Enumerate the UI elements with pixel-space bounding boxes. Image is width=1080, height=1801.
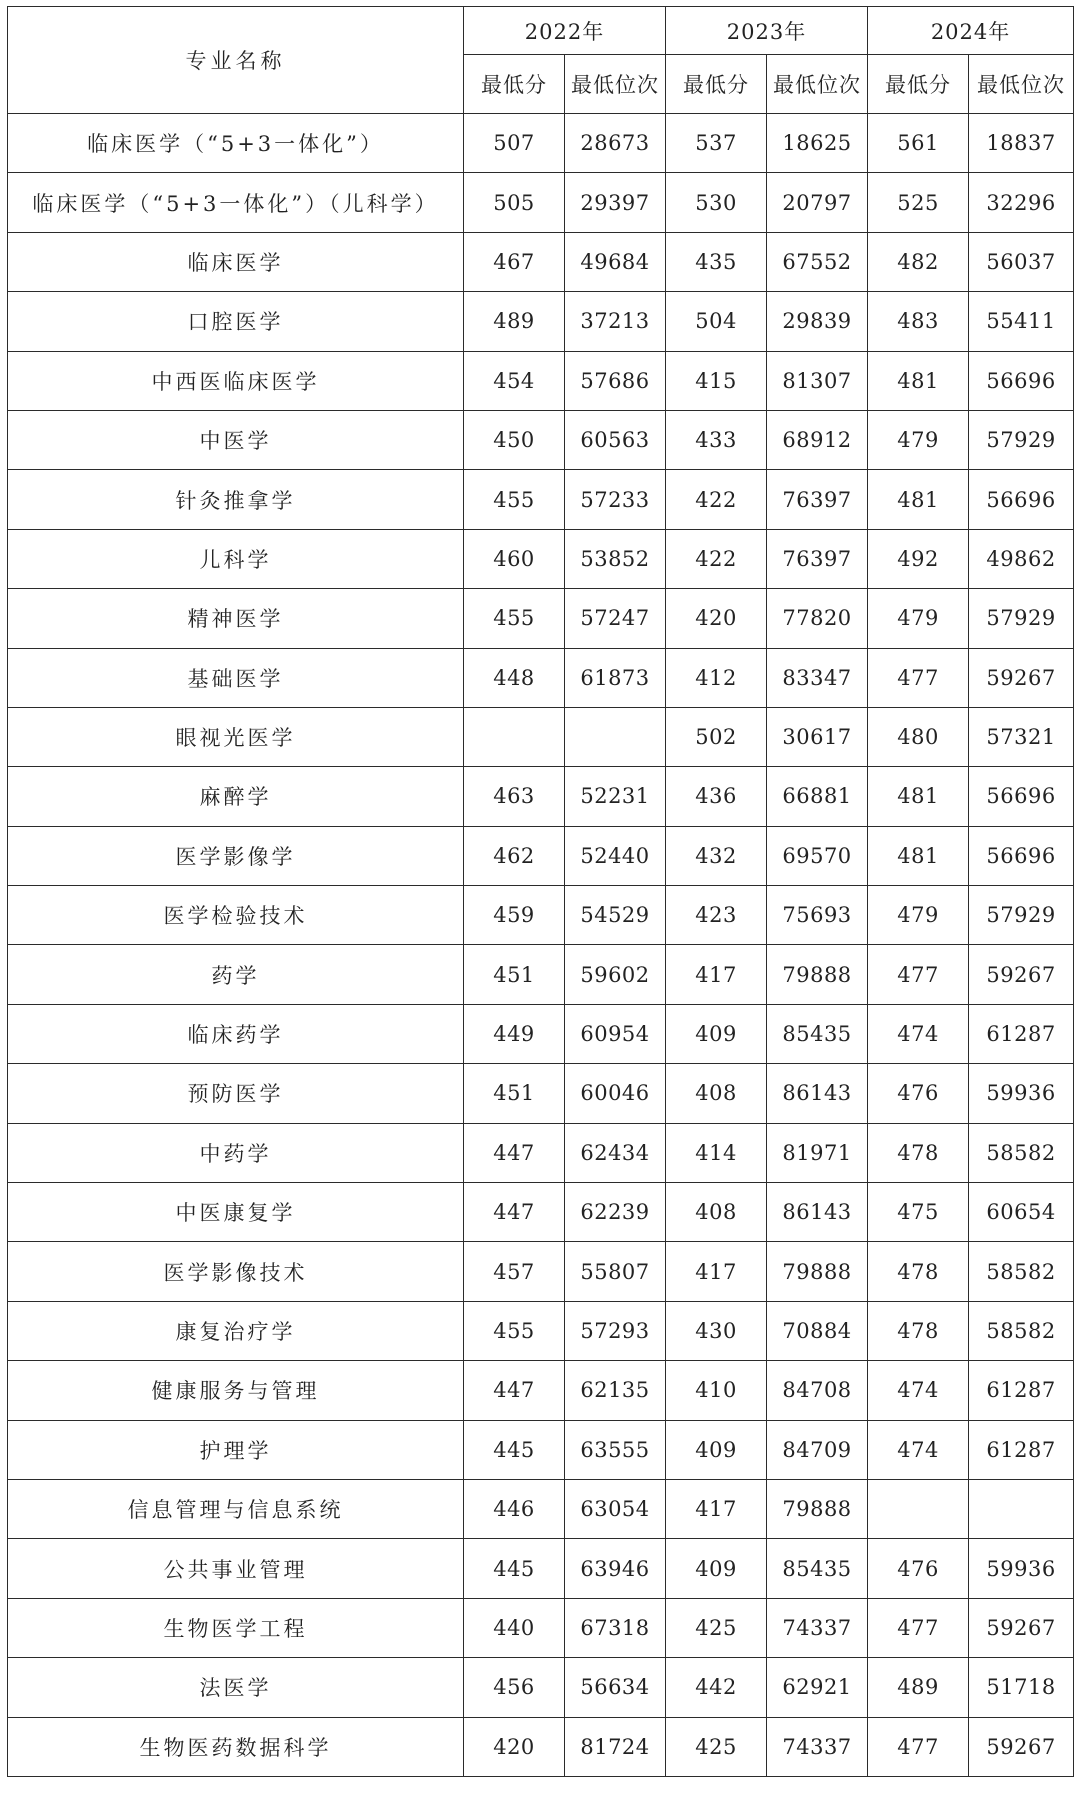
min-score-2022-cell: 450 (464, 410, 565, 469)
min-rank-2024-cell: 59267 (969, 1717, 1074, 1776)
min-score-2023-cell: 408 (666, 1183, 767, 1242)
min-rank-header: 最低位次 (969, 55, 1074, 114)
min-score-2023-cell: 537 (666, 114, 767, 173)
table-row (8, 1064, 1074, 1123)
table-row (8, 826, 1074, 885)
min-score-2024-cell: 477 (868, 1598, 969, 1657)
min-score-2022-cell: 463 (464, 767, 565, 826)
min-score-2023-cell: 409 (666, 1004, 767, 1063)
major-name-cell: 预防医学 (8, 1064, 464, 1123)
min-rank-2023-cell: 20797 (767, 173, 868, 232)
table-row (8, 1420, 1074, 1479)
min-rank-2023-cell: 30617 (767, 707, 868, 766)
major-name-cell: 基础医学 (8, 648, 464, 707)
min-score-2023-cell: 430 (666, 1301, 767, 1360)
major-name-cell: 中医学 (8, 410, 464, 469)
min-rank-2022-cell: 60046 (565, 1064, 666, 1123)
year-2023-header: 2023年 (666, 7, 868, 55)
min-rank-2024-cell: 59267 (969, 648, 1074, 707)
min-rank-2022-cell: 28673 (565, 114, 666, 173)
major-name-cell: 眼视光医学 (8, 707, 464, 766)
min-rank-2023-cell: 76397 (767, 529, 868, 588)
major-name-cell: 麻醉学 (8, 767, 464, 826)
table-row (8, 410, 1074, 469)
min-score-2022-cell: 455 (464, 589, 565, 648)
major-name-cell: 口腔医学 (8, 292, 464, 351)
table-row (8, 1658, 1074, 1717)
min-rank-2023-cell: 77820 (767, 589, 868, 648)
min-rank-2022-cell: 63946 (565, 1539, 666, 1598)
min-score-2024-cell: 482 (868, 232, 969, 291)
min-score-2024-cell: 492 (868, 529, 969, 588)
major-name-cell: 临床医学（“5+3一体化”）（儿科学） (8, 173, 464, 232)
major-name-cell: 药学 (8, 945, 464, 1004)
year-2024-header: 2024年 (868, 7, 1074, 55)
min-rank-2024-cell: 56696 (969, 767, 1074, 826)
min-score-2023-cell: 530 (666, 173, 767, 232)
min-score-2024-cell: 478 (868, 1123, 969, 1182)
min-rank-2023-cell: 85435 (767, 1004, 868, 1063)
min-rank-2022-cell: 59602 (565, 945, 666, 1004)
min-rank-header: 最低位次 (767, 55, 868, 114)
table-row (8, 767, 1074, 826)
min-score-2024-cell: 477 (868, 945, 969, 1004)
min-rank-2022-cell: 53852 (565, 529, 666, 588)
min-rank-2024-cell: 61287 (969, 1361, 1074, 1420)
min-score-2022-cell: 489 (464, 292, 565, 351)
min-rank-2024-cell: 56037 (969, 232, 1074, 291)
min-score-2022-cell: 445 (464, 1420, 565, 1479)
min-score-2022-cell: 460 (464, 529, 565, 588)
min-score-header: 最低分 (464, 55, 565, 114)
min-rank-2024-cell: 57929 (969, 886, 1074, 945)
min-rank-2024-cell: 60654 (969, 1183, 1074, 1242)
table-row (8, 1004, 1074, 1063)
min-score-2024-cell: 479 (868, 886, 969, 945)
min-score-2024-cell: 489 (868, 1658, 969, 1717)
min-rank-2024-cell: 61287 (969, 1420, 1074, 1479)
min-rank-2022-cell: 52231 (565, 767, 666, 826)
major-name-cell: 生物医药数据科学 (8, 1717, 464, 1776)
min-rank-2024-cell: 32296 (969, 173, 1074, 232)
major-name-cell: 康复治疗学 (8, 1301, 464, 1360)
min-score-2023-cell: 422 (666, 470, 767, 529)
min-score-2022-cell: 457 (464, 1242, 565, 1301)
score-table (7, 6, 1074, 1777)
min-score-2022-cell: 451 (464, 945, 565, 1004)
min-score-2024-cell (868, 1479, 969, 1538)
min-rank-2023-cell: 66881 (767, 767, 868, 826)
min-score-2024-cell: 477 (868, 648, 969, 707)
table-row (8, 886, 1074, 945)
min-rank-2023-cell: 81307 (767, 351, 868, 410)
table-row (8, 1123, 1074, 1182)
min-rank-2024-cell (969, 1479, 1074, 1538)
min-score-2022-cell: 505 (464, 173, 565, 232)
min-score-2023-cell: 435 (666, 232, 767, 291)
min-score-2022-cell: 462 (464, 826, 565, 885)
min-rank-2024-cell: 57929 (969, 410, 1074, 469)
min-score-2023-cell: 442 (666, 1658, 767, 1717)
min-rank-2023-cell: 62921 (767, 1658, 868, 1717)
min-rank-2022-cell: 67318 (565, 1598, 666, 1657)
min-rank-2024-cell: 56696 (969, 826, 1074, 885)
table-row (8, 589, 1074, 648)
min-score-2023-cell: 422 (666, 529, 767, 588)
table-row (8, 114, 1074, 173)
min-score-2024-cell: 477 (868, 1717, 969, 1776)
min-score-2024-cell: 481 (868, 351, 969, 410)
min-score-2023-cell: 432 (666, 826, 767, 885)
min-rank-2023-cell: 81971 (767, 1123, 868, 1182)
min-rank-2024-cell: 58582 (969, 1242, 1074, 1301)
min-score-2022-cell: 507 (464, 114, 565, 173)
min-score-2022-cell: 447 (464, 1361, 565, 1420)
min-score-2023-cell: 502 (666, 707, 767, 766)
min-rank-2022-cell: 54529 (565, 886, 666, 945)
min-score-2023-cell: 408 (666, 1064, 767, 1123)
min-rank-2022-cell: 57293 (565, 1301, 666, 1360)
min-score-2023-cell: 436 (666, 767, 767, 826)
min-score-2024-cell: 480 (868, 707, 969, 766)
min-score-2023-cell: 417 (666, 945, 767, 1004)
min-rank-2023-cell: 86143 (767, 1064, 868, 1123)
min-rank-2023-cell: 29839 (767, 292, 868, 351)
table-row (8, 1598, 1074, 1657)
min-rank-2024-cell: 59267 (969, 945, 1074, 1004)
major-name-cell: 公共事业管理 (8, 1539, 464, 1598)
major-name-cell: 医学检验技术 (8, 886, 464, 945)
min-rank-2024-cell: 58582 (969, 1123, 1074, 1182)
min-rank-2023-cell: 69570 (767, 826, 868, 885)
min-score-2022-cell: 451 (464, 1064, 565, 1123)
min-rank-2023-cell: 79888 (767, 945, 868, 1004)
min-score-2022-cell (464, 707, 565, 766)
table-row (8, 648, 1074, 707)
min-rank-2024-cell: 56696 (969, 470, 1074, 529)
table-row (8, 292, 1074, 351)
min-rank-2022-cell: 81724 (565, 1717, 666, 1776)
min-score-2024-cell: 481 (868, 470, 969, 529)
table-row (8, 1717, 1074, 1776)
major-name-cell: 临床医学 (8, 232, 464, 291)
min-rank-2022-cell: 62434 (565, 1123, 666, 1182)
min-score-header: 最低分 (868, 55, 969, 114)
min-score-2022-cell: 448 (464, 648, 565, 707)
min-score-2024-cell: 561 (868, 114, 969, 173)
min-score-2022-cell: 455 (464, 1301, 565, 1360)
min-rank-2022-cell: 49684 (565, 232, 666, 291)
min-rank-2024-cell: 58582 (969, 1301, 1074, 1360)
min-rank-2023-cell: 79888 (767, 1242, 868, 1301)
min-score-2023-cell: 410 (666, 1361, 767, 1420)
min-score-2022-cell: 440 (464, 1598, 565, 1657)
min-rank-2022-cell: 57233 (565, 470, 666, 529)
major-name-cell: 中西医临床医学 (8, 351, 464, 410)
min-score-2022-cell: 445 (464, 1539, 565, 1598)
min-rank-2023-cell: 18625 (767, 114, 868, 173)
table-row (8, 1242, 1074, 1301)
min-score-2024-cell: 474 (868, 1420, 969, 1479)
min-score-2024-cell: 479 (868, 589, 969, 648)
table-row (8, 1301, 1074, 1360)
min-score-2023-cell: 409 (666, 1539, 767, 1598)
min-score-2022-cell: 447 (464, 1123, 565, 1182)
min-rank-2023-cell: 83347 (767, 648, 868, 707)
min-score-2024-cell: 483 (868, 292, 969, 351)
table-row (8, 173, 1074, 232)
major-name-cell: 生物医学工程 (8, 1598, 464, 1657)
min-rank-2024-cell: 18837 (969, 114, 1074, 173)
min-score-2022-cell: 456 (464, 1658, 565, 1717)
min-rank-2024-cell: 51718 (969, 1658, 1074, 1717)
min-rank-2022-cell: 52440 (565, 826, 666, 885)
min-rank-2022-cell: 61873 (565, 648, 666, 707)
min-rank-2024-cell: 59936 (969, 1064, 1074, 1123)
table-row (8, 707, 1074, 766)
year-2022-header: 2022年 (464, 7, 666, 55)
min-score-2023-cell: 415 (666, 351, 767, 410)
min-rank-2022-cell: 56634 (565, 1658, 666, 1717)
min-score-2023-cell: 433 (666, 410, 767, 469)
major-name-cell: 信息管理与信息系统 (8, 1479, 464, 1538)
min-rank-2023-cell: 86143 (767, 1183, 868, 1242)
min-score-2022-cell: 449 (464, 1004, 565, 1063)
min-rank-2023-cell: 67552 (767, 232, 868, 291)
table-row (8, 1479, 1074, 1538)
min-rank-2023-cell: 70884 (767, 1301, 868, 1360)
min-score-2022-cell: 446 (464, 1479, 565, 1538)
table-row (8, 1183, 1074, 1242)
major-name-cell: 精神医学 (8, 589, 464, 648)
min-score-header: 最低分 (666, 55, 767, 114)
min-rank-2023-cell: 85435 (767, 1539, 868, 1598)
major-name-cell: 临床药学 (8, 1004, 464, 1063)
min-score-2023-cell: 425 (666, 1598, 767, 1657)
min-score-2022-cell: 455 (464, 470, 565, 529)
min-score-2024-cell: 479 (868, 410, 969, 469)
min-score-2024-cell: 478 (868, 1301, 969, 1360)
table-body (8, 114, 1074, 1777)
min-rank-2024-cell: 56696 (969, 351, 1074, 410)
header-row-years (8, 7, 1074, 55)
major-name-cell: 临床医学（“5+3一体化”） (8, 114, 464, 173)
min-score-2023-cell: 504 (666, 292, 767, 351)
min-score-2022-cell: 459 (464, 886, 565, 945)
min-score-2024-cell: 476 (868, 1539, 969, 1598)
min-score-2024-cell: 475 (868, 1183, 969, 1242)
min-score-2023-cell: 420 (666, 589, 767, 648)
table-row (8, 232, 1074, 291)
major-name-cell: 中药学 (8, 1123, 464, 1182)
major-name-header: 专业名称 (8, 7, 464, 114)
min-score-2022-cell: 447 (464, 1183, 565, 1242)
min-rank-2024-cell: 57929 (969, 589, 1074, 648)
min-rank-2022-cell: 60563 (565, 410, 666, 469)
min-rank-2023-cell: 74337 (767, 1717, 868, 1776)
min-rank-2022-cell: 62135 (565, 1361, 666, 1420)
min-score-2023-cell: 425 (666, 1717, 767, 1776)
min-score-2023-cell: 414 (666, 1123, 767, 1182)
min-score-2023-cell: 409 (666, 1420, 767, 1479)
min-score-2024-cell: 525 (868, 173, 969, 232)
min-score-2024-cell: 481 (868, 767, 969, 826)
min-rank-2024-cell: 49862 (969, 529, 1074, 588)
min-rank-2023-cell: 74337 (767, 1598, 868, 1657)
min-rank-2023-cell: 76397 (767, 470, 868, 529)
min-rank-2022-cell: 57247 (565, 589, 666, 648)
min-rank-2022-cell: 63054 (565, 1479, 666, 1538)
min-rank-2022-cell: 55807 (565, 1242, 666, 1301)
table-row (8, 470, 1074, 529)
min-rank-2024-cell: 59936 (969, 1539, 1074, 1598)
min-rank-header: 最低位次 (565, 55, 666, 114)
min-score-2023-cell: 417 (666, 1242, 767, 1301)
min-score-2022-cell: 454 (464, 351, 565, 410)
major-name-cell: 医学影像学 (8, 826, 464, 885)
min-rank-2022-cell: 62239 (565, 1183, 666, 1242)
min-score-2024-cell: 474 (868, 1004, 969, 1063)
table-row (8, 529, 1074, 588)
min-rank-2022-cell (565, 707, 666, 766)
major-name-cell: 儿科学 (8, 529, 464, 588)
table-row (8, 1539, 1074, 1598)
major-name-cell: 医学影像技术 (8, 1242, 464, 1301)
min-score-2024-cell: 478 (868, 1242, 969, 1301)
min-rank-2022-cell: 60954 (565, 1004, 666, 1063)
min-rank-2024-cell: 59267 (969, 1598, 1074, 1657)
table-row (8, 945, 1074, 1004)
table-row (8, 1361, 1074, 1420)
min-score-2022-cell: 467 (464, 232, 565, 291)
min-score-2023-cell: 417 (666, 1479, 767, 1538)
min-score-2024-cell: 474 (868, 1361, 969, 1420)
min-rank-2023-cell: 84709 (767, 1420, 868, 1479)
min-rank-2022-cell: 37213 (565, 292, 666, 351)
min-score-2022-cell: 420 (464, 1717, 565, 1776)
min-rank-2022-cell: 29397 (565, 173, 666, 232)
min-score-2024-cell: 476 (868, 1064, 969, 1123)
major-name-cell: 健康服务与管理 (8, 1361, 464, 1420)
min-rank-2023-cell: 68912 (767, 410, 868, 469)
min-rank-2022-cell: 63555 (565, 1420, 666, 1479)
major-name-cell: 护理学 (8, 1420, 464, 1479)
major-name-cell: 法医学 (8, 1658, 464, 1717)
major-name-cell: 针灸推拿学 (8, 470, 464, 529)
table-row (8, 351, 1074, 410)
min-score-2024-cell: 481 (868, 826, 969, 885)
min-rank-2024-cell: 61287 (969, 1004, 1074, 1063)
min-rank-2024-cell: 57321 (969, 707, 1074, 766)
min-rank-2023-cell: 84708 (767, 1361, 868, 1420)
major-name-cell: 中医康复学 (8, 1183, 464, 1242)
min-rank-2023-cell: 79888 (767, 1479, 868, 1538)
min-score-2023-cell: 423 (666, 886, 767, 945)
min-rank-2022-cell: 57686 (565, 351, 666, 410)
min-rank-2023-cell: 75693 (767, 886, 868, 945)
min-score-2023-cell: 412 (666, 648, 767, 707)
min-rank-2024-cell: 55411 (969, 292, 1074, 351)
